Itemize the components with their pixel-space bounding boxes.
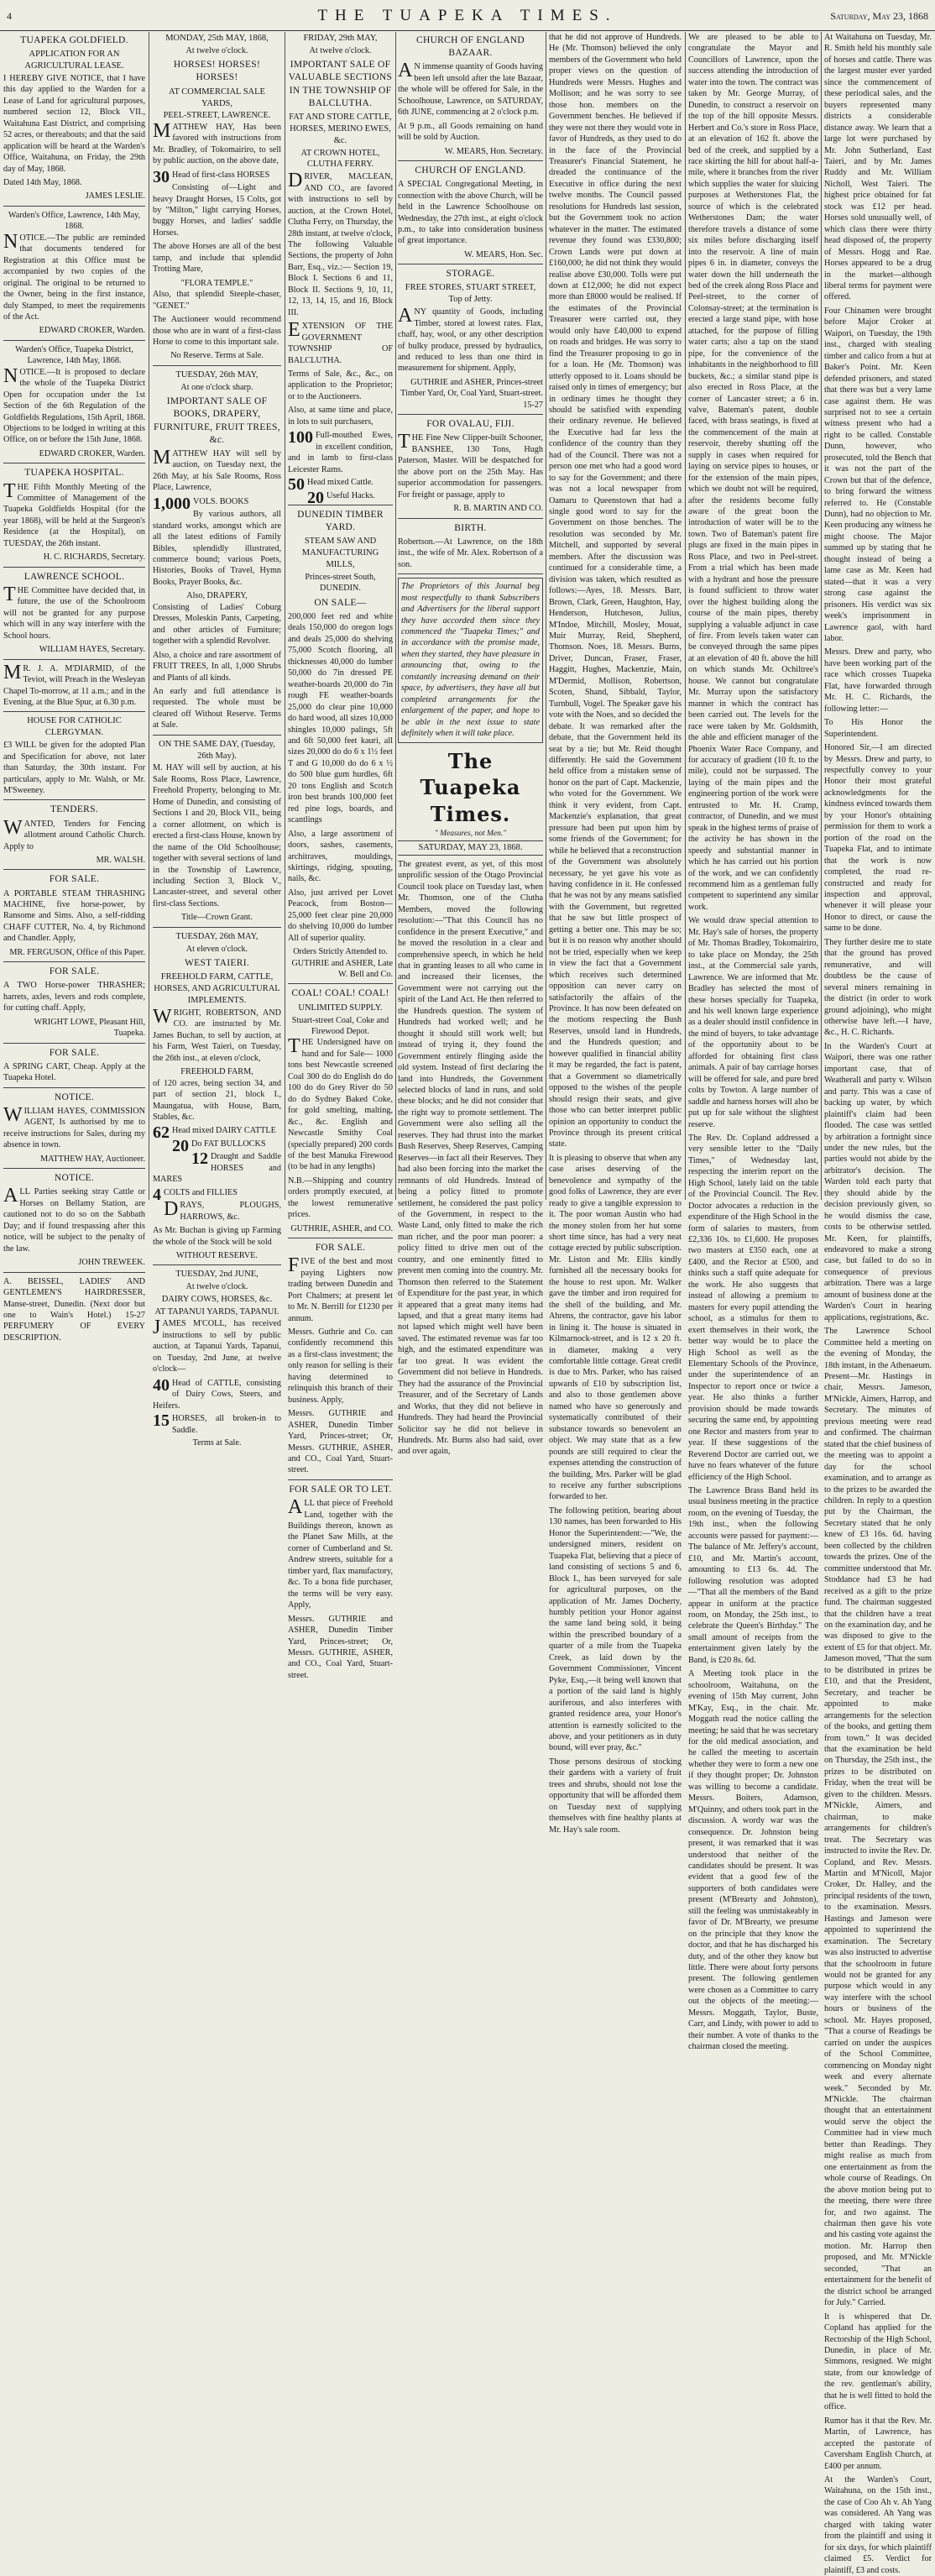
section-heading: TENDERS.: [50, 804, 99, 815]
paragraph: WRIGHT, ROBERTSON, AND CO. are instructed by Mr. James Buchan, to sell by auction, at his Farm, West Taieri, on Tuesday, the 26th inst., at eleven o'clock,: [153, 1005, 281, 1063]
lot-description: Head of CATTLE, consisting of Dairy Cows, Steers, and Heifers.: [153, 1378, 281, 1411]
paragraph: ALL that piece of Freehold Land, together with the Buildings thereon, known as the Planet Saw Mills, at the corner of Cumberland and St. Andrew streets, suitable for a timber yard, flax manufactory, &c. To a bona fide purchaser, the terms will be very easy. Apply,: [288, 1496, 393, 1610]
section-heading: IMPORTANT SALE OF VALUABLE SECTIONS IN THE TOWNSHIP OF BALCLUTHA.: [288, 60, 393, 108]
centered-line: FREEHOLD FARM,: [180, 1067, 253, 1077]
rule-divider: [3, 869, 145, 870]
paragraph: M. HAY will sell by auction, at his Sale Rooms, Ross Place, Lawrence, Freehold Property, belonging to Mr. Home of Dunedin, and consisting of Sections 1 and 20, Block VII., being a corner allotment, on which is erected a first-class House, known by the name of the Old Schoolhouse; together with several sections of land in the Township of Lawrence, including Section 3, Block V., Lancaster-street, and several other first-class Sections.: [153, 763, 281, 908]
rule-divider: [398, 573, 543, 574]
paragraph: NOTICE.—The public are reminded that documents tendered for Registration at this Office must be accompanied by two copies of the original. The original to be returned to the Owner, being in the first instance, duly Stamped, to meet the requirements of the Act.: [3, 230, 145, 322]
paragraph: The greatest event, as yet, of this most unprolific session of the Otago Provincial Council took place on Tuesday last, when Mr. Thomson, one of the Clutha Members, moved the following resolution:—"That this Council has no confidence in the present Executive," and he moved the resolution in a clear and comprehensive speech, in which he held that in granting leases to all who came in and increased their licenses, the Government were not carrying out the spirit of the Land Act. He then referred to the Hundreds question. The system of Hundreds had worked well; and he thought it should still work well; but instead of trying it, they found the Government entirely flinging aside the old system. Instead of first declaring the land into Hundreds, the Government selected blocks of land in runs, and sold these blocks; and he did not consider that the right way to promote settlement. The Government were also selling all the reserves. They had thrust into the market Bush Reserves, Sheep Reserves, Camping Reserves—in fact all their Reserves. They had also been forcing into the market the remnants of old Hundreds. Instead of being a policy fitted to promote settlement, he considered the past policy of the Government, in respect to the Waste Land, only fitted to make the rich man richer, and the poor man poorer: a policy fitted to drive men out of the country, and one eminently fitted to prevent men coming into the country. Mr. Thomson then referred to the Statement of Expenditure for the past year, in which it appeared that a great many items had lapsed, and that a great many items had not lapsed which might well have been saved. The estimated revenue was far too high, and the estimated expenditure was far too great. It was evident the Government did not believe in Hundreds. They had the assurance of the Provincial Treasurer, and of the Secretary of Lands and Works, that they did not believe in Hundreds. They had heard the Provincial Solicitor say he did not believe in Hundreds. Mr. Burns also had said, over and over again,: [398, 859, 543, 1457]
paragraph: Also, that splendid Steeple-chaser, "GENET.": [153, 290, 281, 311]
paragraph: Also, just arrived per Lovet Peacock, from Boston— 25,000 feet clear pine 20,000 do shelving 10,000 do lumber All of superior quality.: [288, 887, 393, 943]
rule-divider: [153, 365, 281, 366]
lot-description: Do FAT BULLOCKS: [191, 1139, 266, 1149]
paragraph: N.B.—Shipping and country orders promptly executed, at the lowest remunerative prices.: [288, 1175, 393, 1220]
signature: GUTHRIE and ASHER, Princes-street Timber Yard, Or, Coal Yard, Stuart-street. 15-27: [400, 377, 543, 410]
signature: GUTHRIE, ASHER, and CO.: [290, 1223, 393, 1233]
sub-heading: TUESDAY, 26th MAY,: [175, 931, 259, 941]
page-header: [0, 0, 935, 31]
rule-divider: [398, 518, 543, 519]
rule-divider: [3, 567, 145, 568]
paragraph: THE Undersigned have on hand and for Sale— 1000 tons best Newcastle screened Coal 300 do do English do do 100 do do Grey River do 50 do do Sydney Baked Coke, for gold smelting, malting, &c., &c. English and Newcastle Smithy Coal (specially prepared) 200 cords of the best Manuka Firewood (to be had in any lengths): [288, 1035, 393, 1172]
lot-line: [153, 1375, 281, 1411]
paragraph: THE Committee have decided that, in future, the use of the Schoolroom will not be granted for any purpose which will in any way interfere with the School hours.: [3, 583, 145, 641]
section-heading: DUNEDIN TIMBER YARD.: [297, 509, 384, 533]
page-number: 4: [7, 10, 12, 22]
signature: EDWARD CROKER, Warden.: [39, 448, 145, 458]
paragraph: Also, at same time and place, in lots to suit purchasers,: [288, 406, 393, 427]
rule-divider: [3, 1043, 145, 1044]
column-2-auctions: [153, 32, 281, 1448]
paragraph: WANTED, Tenders for Fencing allotment around Catholic Church. Apply to: [3, 816, 145, 851]
paragraph: ANY quantity of Goods, including Timber, stored at lowest rates. Flax, chaff, hay, wool, or any other description of bulky produce, pressed by hydraulics, and reduced to less than one third in measurement for shipment. Apply,: [398, 305, 543, 374]
paragraph: Messrs. GUTHRIE and ASHER, Dunedin Timber Yard, Princes-street; Or, Messrs. GUTHRIE, ASHER, and CO., Coal Yard, Stuart-street.: [288, 1614, 393, 1680]
lot-quantity: 50: [288, 475, 305, 495]
centered-line: At one o'clock sharp.: [180, 382, 253, 392]
lot-quantity: 20: [307, 488, 324, 507]
paragraph: THE Fine New Clipper-built Schooner, BANSHEE, 130 Tons, Hugh Paterson, Master. Will be despatched for the above port on the 25th May. Has superior accommodation for passengers. For freight or passage, apply to: [398, 431, 543, 500]
centered-line: At twelve o'clock.: [309, 45, 372, 55]
paragraph: In the Warden's Court at Waipori, there was one rather important case, that of Weatherall and party v. Wilson and party. This was a case of backing up water, by which plaintiff's claim had been flooded. The case was settled by arbitration a fortnight since under the new rules, but the parties would not abide by the arbitrator's decision. The Warden told each party that they should abide by the decision previously given, so he would dismiss the case, costs to be otherwise settled. Mr. Keen, for plaintiffs, endeavored to make a strong case, but failed to do so in consequence of previous arbitration. There was a large amount of business done at the Warden's Court in hearing applications, registrations, &c.: [824, 1041, 932, 1322]
paragraph: A. BEISSEL, LADIES' AND GENTLEMEN'S HAIRDRESSER, Manse-street, Dunedin. (Next door but one to Wain's Hotel.) 15-27 PERFUMERY OF EVERY DESCRIPTION.: [3, 1276, 145, 1343]
lot-description: COLTS and FILLIES: [164, 1187, 238, 1197]
paragraph: MATTHEW HAY will sell by auction, on Tuesday next, the 26th May, at his Sale Rooms, Ross Place, Lawrence,: [153, 446, 281, 493]
column-rule: [395, 32, 396, 1200]
section-heading: COAL! COAL! COAL!: [291, 988, 389, 999]
paper-title: The Tuapeka Times.: [420, 748, 521, 826]
rule-divider: [3, 1272, 145, 1273]
sub-heading: UNLIMITED SUPPLY.: [298, 1003, 383, 1013]
lot-line: [153, 1413, 281, 1436]
paragraph: Also, a choice and rare assortment of FRUIT TREES, In all, 1,000 Shrubs and Plants of all kinds.: [153, 650, 281, 683]
paragraph: At Waitahuna on Tuesday, Mr. R. Smith held his monthly sale of horses and cattle. There was the largest muster ever yarded since the commencement of these periodical sales, and the buyers represented many districts a considerable distance away. We learn that a large lot were purchased by Mr. John Sutherland, East Taieri, and by Mr. James Ruddy and Mr. William Nicholl, West Taieri. The highest price obtained for fat stock was £12 per head. Horses sold unusually well, of which class there were thirty head disposed of, the property of Messrs. Hogg and Rae. Horses appeared to be a drug in the market—although liberal terms for payment were offered.: [824, 33, 932, 302]
paragraph: Also, a large assortment of doors, sashes, casements, architraves, mouldings, skirtings, ridging, spouting, nails, &c.: [288, 829, 393, 884]
paragraph: ALL Parties seeking stray Cattle or Horses on Bellamy Station, are cautioned not to do so on the Sabbath Day; and if found trespassing after this notice, will be subject to the penalty of the law.: [3, 1185, 145, 1254]
column-1-notices: [3, 32, 145, 1343]
centered-line: At twelve o'clock.: [185, 1282, 248, 1292]
rule-divider: [288, 983, 393, 984]
centered-line: Princes-street South, DUNEDIN.: [305, 572, 376, 594]
signature: W. MEARS, Hon. Sec.: [464, 249, 543, 259]
paragraph: At 9 p.m., all Goods remaining on hand will be sold by Auction.: [398, 121, 543, 143]
paragraph: A Meeting took place in the schoolroom, Waitahuna, on the evening of 15th May current, John M'Kay, Esq., in the chair. Mr. Moggath read the notice calling the meeting; he said that he was secretary for the old medical association, and he called the meeting to ascertain whether they were to form a new one if they thought proper; Dr. Johnston was willing to become a candidate. Messrs. Boiters, Adamson, M'Quinny, and others took part in the discussion. A wordy war was the consequence. Dr. Johnston being present, it was remarked that it was understood that neither of the candidates should be present. It was evident that a good few of the supporters of both candidates were present (M'Brearty and Johnston), still the feeling was unmistakeably in favor of Dr. M'Brearty, we presume on the principle that they know the doctor, and that he has discharged his duty, and of the other they know but little. There were about forty persons present. The following gentlemen were chosen as a Committee to carry out the objects of the meeting:—Messrs. Moggath, Taylor, Buste, Carr, and Lindy, with power to add to their number. A vote of thanks to the chairman closed the meeting.: [688, 1669, 818, 2052]
paragraph: Messrs. Guthrie and Co. can confidently recommend this as a first-class investment; the only reason for selling is their having determined to relinquish this branch of their business. Apply,: [288, 1327, 393, 1405]
paragraph: A PORTABLE STEAM THRASHING MACHINE, five horse-power, by Ransome and Sims. Also, a self-ridding CHAFF CUTTER, No. 4, by Richmond and Chandler. Apply,: [3, 888, 145, 944]
paragraph: The following petition, bearing about 130 names, has been forwarded to His Honor the Superintendent:—"We, the undersigned miners, resident on Tuapeka Flat, believing that a piece of land consisting of sections 5 and 6, Block I., has been surveyed for sale for agricultural purposes, on the application of Mr. James Docherty, humbly petition your Honor against the same land being sold, it being within the prescribed boundary of a quarter of a mile from the Tuapeka Creek, as laid down by the Government Commissioner, Vincent Pyke, Esq.,—it being well known that a portion of the said land is highly auriferous, and also interferes with granted residence area, your Honor's attention is earnestly solicited to the above, and your petitioners as in duty bound, will ever pray, &c.": [549, 1505, 682, 1753]
section-heading: TUAPEKA GOLDFIELD.: [20, 35, 128, 45]
section-heading: FOR SALE.: [49, 874, 100, 885]
paragraph: Rumor has it that the Rev. Mr. Martin, of Lawrence, has accepted the pastorate of Caversham English Church, at £400 per annum.: [824, 2416, 932, 2471]
centered-line: Orders Strictly Attended to.: [293, 947, 388, 957]
paragraph: To His Honor the Superintendent.: [824, 718, 932, 739]
lot-quantity: 15: [153, 1411, 170, 1431]
lot-line: [153, 494, 281, 513]
section-heading: CHURCH OF ENGLAND.: [415, 165, 526, 175]
paragraph: As Mr. Buchan is giving up Farming the whole of the Stock will be sold: [153, 1226, 281, 1247]
paragraph: Messrs. GUTHRIE and ASHER, Dunedin Timber Yard, Princes-street; Or, Messrs. GUTHRIE, ASHER, and CO., Coal Yard, Stuart-street.: [288, 1409, 393, 1475]
paragraph: The Lawrence School Committee held a meeting on the evening of Monday, the 18th instant, in the Athenaeum. Present—Mr. Hastings in chair, Messrs. Jameson, M'Nickle, Aimers, Harrop, and Secretary. The minutes of previous meeting were read and confirmed. The chairman stated that the chief business of the meeting was to appoint a day for the school examination, and to arrange as to the prizes to be awarded the children. In reply to a question put by the Chairman, the Secretary stated that he only knew of £3 16s. 6d. having been collected by the children towards the prizes. One of the committee understood that Mr. Stoddance had £3 he had received as a gift to the prize fund. The chairman suggested that the children have a treat on the examination day, and he was disposed to give to the extent of £5 for that object. Mr. Jameson moved, "That the sum to be distributed in prizes be £10, and that the President, Secretary, and teacher be appointed to make arrangements for the selection of the books, and getting them from town." It was decided that the examination be held on Thursday, the 25th inst., the prizes to be distributed on Friday, when the treat will be given to the children. Messrs. M'Nickle, Aimers, and chairman, to make arrangements for children's treat. The Secretary was instructed to invite the Rev. Dr. Copland, and Rev. Messrs. Martin and M'Nicoll, Major Croker, Dr. Halley, and the principal residents of the town, to the examination. Messrs. Hastings and Jameson were appointed to superintend the examination. The Secretary was also instructed to advertise that the schoolroom in future would not be granted for any purpose which would in any way interfere with the school hours or business of the school. Mr. Hayes proposed, "That a course of Readings be carried on under the auspices of the School Committee, commencing on Monday night week and every alternate week." Seconded by Mr. M'Nickle. The chairman thought that an entertainment would serve the object the Committee had in view much better than Readings. They might realise as much from one entertainment as from the whole course of Readings. On the above motion being put to the meeting, there were three for, and two against. The chairman then gave his vote and his casting vote against the motion. Mr. Harrop then proposed, and Mr. M'Nickle seconded, "That an entertainment for the benefit of the district school be arranged for July." Carried.: [824, 1327, 932, 2308]
lot-quantity: 4: [153, 1185, 161, 1204]
centered-line: PEEL-STREET, LAWRENCE.: [163, 111, 271, 121]
lot-line: [153, 1151, 281, 1185]
sub-heading: TUESDAY, 2nd JUNE,: [175, 1270, 259, 1280]
centered-line: WITHOUT RESERVE.: [176, 1250, 258, 1260]
section-heading: WEST TAIERI.: [185, 958, 249, 969]
lot-line: [153, 1123, 281, 1143]
lot-line: [153, 167, 281, 186]
centered-line: No Reserve. Terms at Sale.: [170, 351, 264, 361]
paragraph: DRAYS, PLOUGHS, HARROWS, &c.: [164, 1198, 281, 1222]
lot-line: [288, 430, 393, 475]
centered-line: "FLORA TEMPLE.": [180, 278, 253, 288]
signature: EDWARD CROKER, Warden.: [39, 326, 145, 336]
lot-quantity: 20: [172, 1136, 189, 1155]
lot-description: HORSES, all broken-in to Saddle.: [172, 1414, 281, 1435]
signature: JAMES LESLIE.: [85, 191, 145, 202]
paragraph: A SPECIAL Congregational Meeting, in connection with the above Church, will be held in the Lawrence Schoolhouse on Wednesday, the 27th inst., at eight o'clock p.m., to take into consideration business of great importance.: [398, 180, 543, 246]
lot-description: Useful Hacks.: [326, 490, 375, 500]
lot-quantity: 62: [153, 1123, 170, 1143]
paragraph: Robertson.—At Lawrence, on the 18th inst., the wife of Mr. Alex. Robertson of a son.: [398, 537, 543, 569]
editorial-dateline: SATURDAY, MAY 23, 1868.: [398, 840, 543, 856]
signature: GUTHRIE and ASHER, Late W. Bell and Co.: [291, 958, 393, 980]
sub-heading: ON THE SAME DAY, (Tuesday, 26th May).: [159, 739, 275, 761]
section-heading: FOR SALE.: [49, 1047, 100, 1058]
rule-divider: [153, 1264, 281, 1265]
lot-description: Head mixed DAIRY CATTLE: [172, 1126, 276, 1136]
paper-motto: " Measures, not Men.": [434, 829, 507, 838]
sub-heading: FAT AND STORE CATTLE, HORSES, MERINO EWES, &c.: [289, 113, 392, 145]
section-heading: BIRTH.: [454, 522, 487, 533]
signature: MR. FERGUSON, Office of this Paper.: [9, 947, 145, 957]
sub-heading: AT COMMERCIAL SALE YARDS,: [169, 86, 265, 108]
lot-line: [153, 1185, 281, 1204]
column-5-editorial: [549, 32, 682, 1835]
signature: MATTHEW HAY, Auctioneer.: [40, 1154, 145, 1164]
paragraph: Messrs. Drew and party, who have been working part of the race which crosses Tuapeka Flat, have forwarded through Mr. H. C. Richards, the following letter:—: [824, 647, 932, 714]
rule-divider: [398, 414, 543, 415]
rule-divider: [3, 799, 145, 800]
section-heading: NOTICE.: [54, 1092, 95, 1102]
rule-divider: [3, 340, 145, 341]
paragraph: WILLIAM HAYES, COMMISSION AGENT, Is authorised by me to receive instructions for Sales, during my absence in town.: [3, 1103, 145, 1150]
paragraph: Dated 14th May, 1868.: [3, 177, 82, 187]
sub-heading: AT TAPANUI YARDS, TAPANUI.: [154, 1306, 279, 1317]
sub-heading: AT CROWN HOTEL, CLUTHA FERRY.: [300, 148, 380, 170]
centered-line: At eleven o'clock.: [185, 944, 248, 954]
paragraph: of 120 acres, being section 34, and part of section 21, block I., Maungatua, with House, Barn, Stables, &c.: [153, 1078, 281, 1122]
paragraph: Four Chinamen were brought before Major Croker at Waipori, on Tuesday, the 19th inst., charged with stealing timber and calico from a hut at Baker's Point. Mr. Keen defended prisoners, and stated that there was but a very lame case against them. He was surprised not to see a certain witness present who had a right to be called. Constable Dunn, however, who prosecuted, told the Bench that it was not the part of the Crown but that of the defence, to bring forward the witness referred to. He (Constable Dunn), had no objection to Mr. Keen producing any witness he might choose. The Major summed up by stating that he thought instead of being a lame case as Mr. Keen had stated—that it was a very strong case against the prisoners. His verdict was six week's imprisonment in Lawrence gaol, with hard labor.: [824, 306, 932, 644]
signature: JOHN TREWEEK.: [78, 1258, 145, 1268]
column-rule: [685, 32, 686, 1200]
paragraph: It is whispered that Dr. Copland has applied for the Rectorship of the High School, Dunedin, in place of Mr. Simmons, resigned. We might state, from our knowledge of the rev. gentleman's ability, that he is well fitted to hold the office.: [824, 2312, 932, 2412]
signature: H. C. RICHARDS, Secretary.: [43, 552, 145, 563]
rule-divider: [3, 1087, 145, 1088]
rule-divider: [3, 659, 145, 660]
rule-divider: [288, 1479, 393, 1480]
rule-divider: [3, 206, 145, 207]
rule-divider: [3, 1168, 145, 1169]
rule-divider: [398, 160, 543, 161]
paragraph: £3 WILL be given for the adopted Plan and Specification for above, not later than Saturday, the 30th instant. For particulars, apply to Mr. Walsh, or Mr. M'Sweeney.: [3, 741, 145, 795]
paragraph: They further desire me to state that the ground has proved remunerative, and will doubtless be the cause of several miners remaining in the district (in order to work ground adjoining), who might otherwise have left.—I have, &c., H. C. Richards.: [824, 937, 932, 1038]
centered-line: At twelve o'clock.: [185, 45, 248, 55]
paragraph: FIVE of the best and most paying Lighters now trading between Dunedin and Port Chalmers; at present let to Mr. N. Berrill for £1230 per annum.: [288, 1254, 393, 1323]
paragraph: Consisting of Ladies' Coburg Dresses, Moleskin Pants, Carpeting, and other articles of Furniture; together with a splendid Revolver.: [153, 602, 281, 647]
sub-heading: FREE STORES, STUART STREET, Top of Jetty.: [405, 283, 536, 305]
paragraph: MR. J. A. M'DIARMID, of the Teviot, will Preach in the Wesleyan Chapel To-morrow, at 11 a.m.; and in the Evening, at the Blue Spur, at 6.30 p.m.: [3, 661, 145, 707]
paragraph: It is pleasing to observe that when any case arises deserving of the benevolence and sympathy of the good folks of Lawrence, they are ever ready to give a tangible expression to it. The poor woman Austin who had the money stolen from her hut some short time since, has had a very neat cottage erected by public subscription. Mr. Liston and Mr. Ellis kindly furnished all the necessary books for the house to rest upon. Mr. Walker gave the timber and iron required for the shell of the building, and Mr. Ahrens, the contractor, gave his labor in lining it. The house is situated in Kilmarnock-street, and is 12 x 20 ft. in diameter, making a very comfortable little cottage. Great credit is due to Mrs. Parker, who has raised upwards of £10 by subscription list, and also to those gentlemen above named who have so generously and systematically contributed of their substance towards so benevolent an object. We may state that as a few pounds are still required to clear the expenses attending the construction of the building, Mrs. Parker will be glad to receive any further subscriptions forwarded to her.: [549, 1153, 682, 1502]
centered-line: Terms at Sale.: [192, 1437, 242, 1448]
lot-description: VOLS. BOOKS: [193, 496, 249, 506]
paragraph: JAMES M'COLL, has received instructions to sell by public auction, at Tapanui Yards, Tapanui, on Tuesday, 2nd June, at twelve o'clock—: [153, 1317, 281, 1374]
column-rule: [821, 32, 822, 1200]
lot-description: Full-mouthed Ewes, in excellent condition, and in lamb to first-class Leicester Rams.: [288, 431, 393, 474]
paragraph: The above Horses are all of the best tamp, and include that splendid Trotting Mare,: [153, 242, 281, 275]
paragraph: A SPRING CART, Cheap. Apply at the Tuapeka Hotel.: [3, 1061, 145, 1083]
signature: WILLIAM HAYES, Secretary.: [39, 645, 145, 655]
paragraph: EXTENSION OF THE GOVERNMENT TOWNSHIP OF BALCLUTHA.: [288, 319, 393, 365]
paragraph: At the Warden's Court, Waitahuna, on the 15th inst., the case of Coo Ah v. Ah Yang was considered. Ah Yang was charged with taking water from the plaintiff and using it for six days, for which plaintiff claimed £5. Verdict for plaintiff, £3 and costs.: [824, 2474, 932, 2575]
paragraph: DRIVER, MACLEAN, AND CO., are favored with instructions to sell by auction, at the Crown Hotel, Clutha Ferry, on Thursday, the 28th instant, at twelve o'clock, The following Valuable Sections, the property of John Barr, Esq., viz.:— Section 19, Block I. Sections 6 and 11, Block II. Sections 9, 10, 11, 12, 13, 14, 15, and 16, Block III.: [288, 170, 393, 317]
section-heading: FOR OVALAU, FIJI.: [426, 419, 515, 430]
sub-heading: DAIRY COWS, HORSES, &c.: [161, 1294, 273, 1304]
lot-description: Draught and Saddle HORSES and MARES: [153, 1152, 281, 1185]
signature: WRIGHT LOWE, Pleasant Hill, Tuapeka.: [34, 1017, 145, 1039]
paragraph: THE Fifth Monthly Meeting of the Committee of Management of the Tuapeka Goldfields Hospital (for the year 1868), will be held at the Surgeon's Residence (at the Hospital), on TUESDAY, the 26th instant.: [3, 479, 145, 548]
lot-quantity: 40: [153, 1375, 170, 1395]
section-heading: FOR SALE OR TO LET.: [289, 1484, 392, 1495]
column-7-local-news: [824, 32, 932, 2575]
masthead: THE TUAPEKA TIMES.: [317, 7, 618, 24]
sub-heading: HOUSE FOR CATHOLIC CLERGYMAN.: [27, 716, 122, 738]
signature: MR. WALSH.: [96, 855, 145, 865]
rule-divider: [153, 735, 281, 736]
paragraph: MATTHEW HAY, Has been favored with instructions from Mr. Bradley, of Tokomairiro, to sell by public auction, on the above date,: [153, 119, 281, 166]
paragraph: We would draw special attention to Mr. Hay's sale of horses, the property of Mr. Thomas Bradley, Tokomairiro, to take place on Monday, the 25th inst., at the Commercial sale yards, Lawrence. We are informed that Mr. Bradley has selected the most of these horses specially for Tuapeka, and his well known large experience as a dealer should instil confidence in the mind of buyers, to take advantage of the opportunity about to be afforded for obtaining first class animals. A pair of bay carriage horses will be offered for sale, and pure bred colts by Towton. A large number of saddle and harness horses will also be put up for sale without the slightest reserve.: [688, 916, 818, 1129]
column-3-sales: [288, 32, 393, 1680]
sub-heading: MONDAY, 25th MAY, 1868,: [165, 34, 269, 43]
paragraph: By various authors, all standard works, amongst which are all the latest editions of Family Bibles, splendidly illustrated, commerce bound; various Poets, Histories, Books of Travel, Hymn Books, Prayer Books, &c.: [153, 510, 281, 587]
rule-divider: [153, 927, 281, 928]
lot-quantity: 12: [191, 1149, 208, 1169]
paragraph: that he did not approve of Hundreds. He (Mr. Thomson) believed the only members of the Government who held proper views on the question of Hundreds were Messrs. Hughes and Mollison; and he was sorry to see those hon. members on the Government benches. He believed if they were not there they would vote in favor of Hundreds, as they used to do in the face of the Provincial Treasurer's Financial Statement, he dreaded the continuance of the Executive in office during the next twelve months. The Council passed resolutions for Hundreds last session, but the Government took no action whatever in the matter. The estimated revenue they found was £330,800; Crown Lands were put down at £160,000; he did not think they would realise above £30,000. Tolls were put down at £12,000; he did not expect more than £8000 would be realised. If the estimates of the Provincial Treasurer were carried out, they would only have £40,000 to expend on roads and bridges. He was sorry to find the Treasurer proposing to go in for a loan. He (Mr. Thomson) was utterly opposed to it. Loans should be raised only in times of emergency; but in ordinary times he thought they should be satisfied with expending their ordinary revenue. He believed the Executive had far less the confidence of the country than they had of the Council. There was not a person one met who had a good word to say for the Government; and there was not a local newspaper from Oamaru to Queenstown that had a single good word to say for the Government on those benches. The resolution was seconded by Mr. Mitchell, and supported by several members. After the discussion was continued for a considerable time, a division was taken, which resulted as follows:—Ayes, 18. Messrs. Barr, Brown, Clark, Green, Haughton, Hay, Henderson, Hutcheson, Julius, M'Indoe, Mitchill, Mosley, Mouat, Muir Murray, Reid, Shepherd, Thomson. Noes, 18. Messrs. Burns, Driver, Duncan, Fraser, Fraser, Haggitt, Hughes, Mackenzie, Main, M'Dermid, Mollison, Robertson, Scoten, Shand, Sibbald, Taylor, Turnbull, Vogel. The Speaker gave his vote with the Noes, and so decided the debate. It was remarked after the debate, that the Government held its seat by a tie; but Mr. Reid thought differently. He said the Government held office from a mistaken sense of honor on the part of Capt. Mackenzie, who voted for the Government. We think it very evident, from Capt. Mackenzie's explanation, that great pressure had been put upon him by some friends of the Government; for while he believed that a reconstruction of the Government was absolutely necessary, he yet gave his vote as having confidence in it. He confessed that he was not by any means satisfied with the Government, but regretted that he saw but little prospect of getting a better one. This may be so; but it is no reason why another should not be tried, especially when we keep in view the fact that a Government which receives such determined opposition can never carry on satisfactorily the affairs of the Province. It has now been defeated on the motions respecting the Bush Reserves, unsold land in Hundreds, and the Hundreds question; and however qualified in financial ability it may be regarded, the fact is patent, that a Government so diametrically opposed to the wishes of the people should resign their seats, and give those who can better interpret public opinion an opportunity to conduct the Province through its present critical state.: [549, 33, 682, 1149]
centered-line: Warden's Office, Tuapeka District, Lawrence, 14th May, 1868.: [15, 344, 133, 366]
paragraph: We are pleased to be able to congratulate the Mayor and Councillors of Lawrence, upon the success attending the introduction of water into the town. The contract was taken by Mr. George Murray, of Dunedin, to construct a reservoir on the top of the hill opposite Messrs. Herbert and Co.'s store in Ross Place, at an elevation of 162 ft. above the bed of the creek, and supplied by a race skirting the hill for about half-a-mile, where it branches from the river which supplies the water for sluicing purposes at Wetherstones Flat, the source of which is the celebrated Wetherstones Dam; the water therefore travels a distance of some six miles before discharging itself into the reservoir. A line of main pipes 6 in. in diameter, conveys the water down the hill underneath the bed of the creek along Ross Place and Peel-street, to the corner of Colonsay-street; at the termination is erected a large stand pipe, with hose attached, for the purpose of filling water carts; also a tap on the stand pipe, for the convenience of the inhabitants in the neighborhood to fill buckets, &c.; a similar stand pipe is also erected in Ross Place, at the corner of Lancaster street; a 6 in. valve, Bateman's patent, double faced, with brass seatings, is fixed at the commencement of the main at reservoir, thereby shutting off the supply in cases when required for laying on service pipes to houses, or for the extension of the main pipes, which we doubt not will be required, after the residents become fully aware of the great boon the introduction of water will be to the town. Two of Bateman's patent fire plugs are fixed in the main pipes in Ross Place, and two in Peel-street. From a trial which has been made with a hydrant and hose the pressure is found sufficient to throw water over the highest building along the course of the main pipes, thereby supplying a valuable adjunct in case of fire. From levels taken water can be conveyed through the same pipes at an elevation of 40 ft. above the hill on which stands Mr. Ochiltree's house. We cannot but congratulate Mr. Murray upon the satisfactory manner in which the contract has been carried out. The levels for the race were taken by Mr. Goldsmith, the able and efficient manager of the Phoenix Water Race Company, and for accuracy of gradient (10 ft. to the mile), could not be surpassed. The laying of the main pipes and the engineering portion of the work were entrusted to Mr. H. Cramp, contractor, of Dunedin, and we must speak in the highest terms of praise of the activity he has shown in the speedy and substantial manner in which he has carried out his portion of the work, and we can confidently recommend him as a gentleman fully competent to superintend any similar work.: [688, 33, 818, 912]
paragraph: I HEREBY GIVE NOTICE, that I have this day applied to the Warden for a Lease of Land for agricultural purposes, numbered section 12, Block VII., Waitahuna East District, and comprising 52 acres, or thereabouts; and that the said application will be heard at the Warden's Office, Waitahuna, on Friday, the 29th day of May, 1868.: [3, 73, 145, 174]
lot-line: [153, 1136, 281, 1155]
paragraph: The Auctioneer would recommend those who are in want of a first-class Horse to come to this important sale.: [153, 315, 281, 347]
section-heading: CHURCH OF ENGLAND BAZAAR.: [415, 35, 525, 59]
centered-line: Also, DRAPERY,: [186, 591, 248, 601]
lot-description: Head of first-class HORSES: [172, 170, 270, 180]
section-heading: NOTICE.: [54, 1173, 95, 1184]
paragraph: The Rev. Dr. Copland addressed a very sensible letter to the "Daily Times," of Wednesday last, respecting the interim report on the High School, lately laid on the table of the Provincial Council. The Rev. Doctor advocates a reduction in the expenditure of the High School in the form of salaries to masters, from £2,336 10s. to £1,600. He proposes two masters at £350 each, one at £400, and the Rector at £500, and thinks such a staff quite adequate for the work. He also suggests that instead of allowing a premium to masters for every pupil attending the school, as a stimulus for them to exert themselves in their work, the better way would be to place the High School as well as the Elementary Schools of the Province, under the superintendence of an Inspector to report once or twice a year. He also thinks a further provision should be made towards securing the same end, by appointing one Rector and masters from year to year. If these suggestions of the Reverend Doctor are carried out, we have no fears whatever of the future efficiency of the High School.: [688, 1133, 818, 1482]
section-heading: LAWRENCE SCHOOL.: [24, 571, 125, 582]
paragraph: NOTICE.—It is proposed to declare the whole of the Tuapeka District Open for occupation under the 1st Section of the 6th Regulation of the Goldfields Regulations, 15th April, 1868. Objections to be lodged in writing at this Office, on or before the 15th June, 1868.: [3, 364, 145, 445]
lot-quantity: 30: [153, 167, 170, 186]
sub-heading: FRIDAY, 29th MAY,: [303, 34, 378, 43]
signature: W. MEARS, Hon. Secretary.: [445, 146, 543, 156]
lot-description: Head mixed Cattle.: [307, 478, 373, 488]
column-4-editorial: [398, 32, 543, 1457]
rule-divider: [3, 961, 145, 962]
section-heading: HORSES! HORSES! HORSES!: [173, 60, 261, 83]
section-heading: FOR SALE.: [315, 1243, 366, 1254]
section-heading: FOR SALE.: [49, 966, 100, 977]
signature: R. B. MARTIN AND CO.: [453, 504, 543, 514]
paragraph: Terms of Sale, &c., &c., on application to the Proprietor; or to the Auctioneers.: [288, 369, 393, 401]
paragraph: 200,000 feet red and white deals 150,000 do oregon logs and deals 25,000 do shelving 75,000 Scotch flooring, all thicknesses 40,000 do lumber 50,000 do 7in dressed PE weather-boards 20,000 do 7in rough FE weather-boards 25,000 do clear pine 10,000 do hard wood, all sizes 10,000 shingles 10,000 palings, 5ft and 6ft 50,000 feet kauri, all sizes 20,000 do do 6 x 1½ feet T and G 10,000 do do 6 x ½ do 500 blue gum hurdles, 6ft 20 tons English and Scotch iron best brands 100,000 feet red pine logs, boards, and scantlings: [288, 611, 393, 825]
paragraph: AN immense quantity of Goods having been left unsold after the late Bazaar, the whole will be offered for Sale, in the Schoolhouse, Lawrence, on SATURDAY, 6th JUNE, commencing at 2 o'clock p.m.: [398, 60, 543, 118]
paragraph: Honored Sir,—I am directed by Messrs. Drew and party, to respectfully convey to your Honor their most grateful acknowledgments for the kindness evinced towards them by your Honor's obtaining permission for them to work a portion of the road on the Tuapeka Flat, and to intimate that the work is now completed, the road re-constructed and ready for inspection and approval, whenever it will please your Honor to direct, or cause the same to be done.: [824, 743, 932, 934]
centered-line: Title—Crown Grant.: [180, 913, 253, 923]
paragraph: A TWO Horse-power THRASHER; harrets, axles, levers and rods complete, for cutting chaff. Apply,: [3, 981, 145, 1013]
paragraph: Consisting of—Light and heavy Draught Horses, 15 Colts, got by "Milton," light carrying Horses, buggy Horses, and ladies' saddle Horses.: [153, 183, 281, 238]
paragraph: The Lawrence Brass Band held its usual business meeting in the practice room, on the evening of Tuesday, the 19th inst., when the following accounts were passed for payment:—The balance of Mr. Jeffery's account, £10, and Mr. Martin's account, amounting to £13 6s. 4d. The following resolution was adopted—"That all the members of the Band appear in uniform at the practice room, on Monday, the 25th inst., to celebrate the Queen's Birthday." The small amount of receipts from the entertainment given lately by the Band, is £20 8s. 6d.: [688, 1486, 818, 1665]
paragraph: Those persons desirous of stocking their gardens with a variety of fruit trees and shrubs, should not lose the opportunity that will be afforded them on Tuesday next of supplying themselves with fine healthy plants at Mr. Hay's sale room.: [549, 1757, 682, 1835]
sub-heading: FREEHOLD FARM, CATTLE, HORSES, AND AGRICULTURAL IMPLEMENTS.: [154, 972, 280, 1006]
proprietors-notice: The Proprietors of this Journal beg most respectfully to thank Subscribers and Advertisers for the liberal support they have accorded them since they commenced the "Tuapeka Times;" and in accordance with the promise made, when they started, they have pleasure in announcing that, owing to the constantly increasing demand on their space, by advertisers, they have all but completed arrangements for the enlargement of the paper, and hope to be able in the next issue to state definitely when it will take place.: [398, 578, 543, 742]
sub-heading: TUESDAY, 26th MAY,: [175, 369, 259, 380]
issue-date: Saturday, May 23, 1868: [830, 10, 928, 22]
section-heading: TUAPEKA HOSPITAL.: [24, 468, 124, 479]
section-heading: IMPORTANT SALE OF BOOKS, DRAPERY, FURNITURE, FRUIT TREES, &c.: [154, 396, 280, 445]
sub-heading: APPLICATION FOR AN AGRICULTURAL LEASE.: [24, 50, 124, 71]
centered-line: Stuart-street Coal, Coke and Firewood Depot.: [291, 1015, 389, 1036]
section-heading: STORAGE.: [446, 269, 495, 280]
sub-heading: STEAM SAW AND MANUFACTURING MILLS,: [301, 537, 379, 570]
section-heading: ON SALE—: [314, 597, 367, 608]
rule-divider: [3, 711, 145, 712]
lot-quantity: 100: [288, 428, 313, 448]
centered-line: Warden's Office, Lawrence, 14th May, 1868.: [8, 210, 141, 232]
column-6-local-news: [688, 32, 818, 2052]
lot-quantity: 1,000: [153, 494, 191, 513]
paragraph: An early and full attendance is requested. The whole must be cleared off Without Reserve. Terms at Sale.: [153, 686, 281, 730]
